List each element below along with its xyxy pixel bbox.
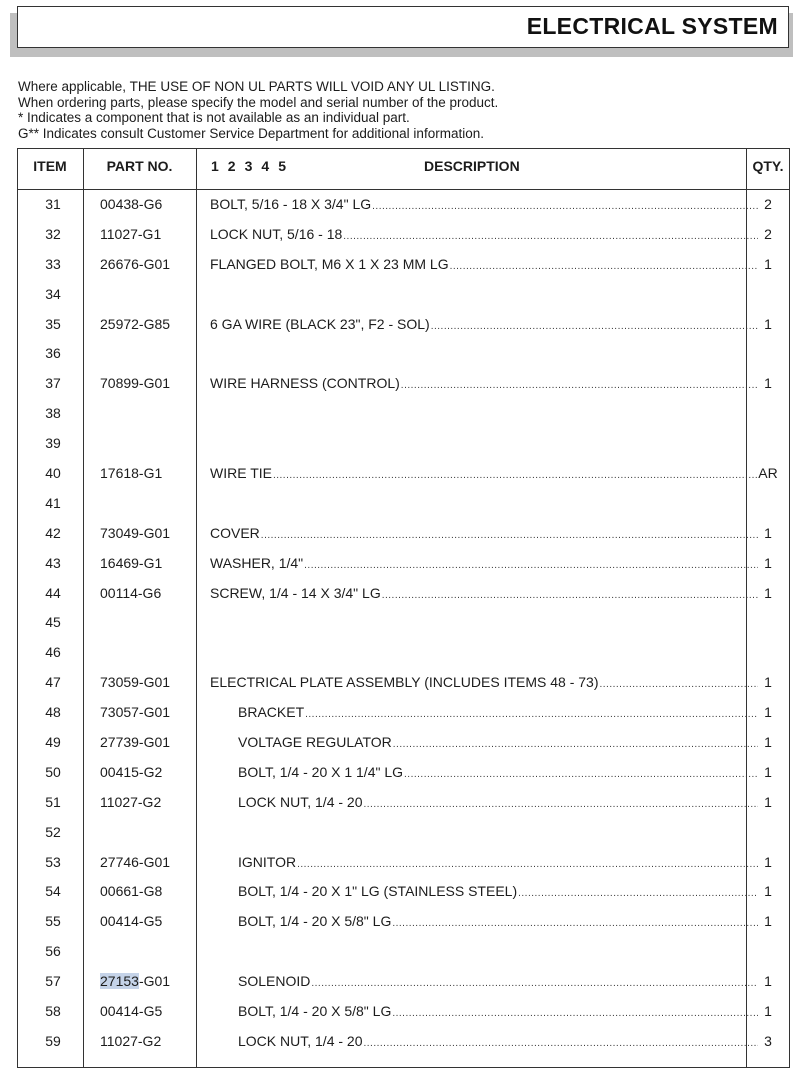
item-number: 35 <box>45 315 61 332</box>
description-text: WIRE TIE <box>210 465 272 482</box>
table-row <box>17 698 790 728</box>
table-row <box>17 668 790 698</box>
dot-leader <box>297 850 758 878</box>
part-description <box>210 250 758 280</box>
part-description <box>238 907 758 937</box>
part-number: 70899-G01 <box>100 375 171 392</box>
part-description <box>210 369 758 399</box>
table-row <box>17 788 790 818</box>
table-row <box>17 1027 790 1057</box>
dot-leader <box>401 371 758 399</box>
part-description <box>210 190 758 220</box>
description-text: ELECTRICAL PLATE ASSEMBLY (INCLUDES ITEMS 48 - 73) <box>210 674 599 691</box>
part-description <box>238 848 758 878</box>
part-description <box>210 220 758 250</box>
quantity: AR <box>758 465 778 482</box>
dot-leader <box>600 670 759 698</box>
table-row <box>17 937 790 967</box>
table-row <box>17 399 790 429</box>
description-text: LOCK NUT, 1/4 - 20 <box>238 1032 363 1049</box>
description-text: BOLT, 1/4 - 20 X 5/8" LG <box>238 1003 392 1020</box>
part-number: 73059-G01 <box>100 674 171 691</box>
dot-leader <box>392 999 758 1027</box>
item-number: 55 <box>45 913 61 930</box>
dot-leader <box>304 551 758 579</box>
table-row <box>17 608 790 638</box>
part-number: 73057-G01 <box>100 704 171 721</box>
part-description <box>238 728 758 758</box>
table-row <box>17 220 790 250</box>
part-description <box>238 788 758 818</box>
part-description <box>210 579 758 609</box>
table-row <box>17 429 790 459</box>
part-number: 11027-G2 <box>100 793 162 810</box>
table-row <box>17 848 790 878</box>
quantity: 1 <box>764 1003 772 1020</box>
part-description <box>238 1027 758 1057</box>
description-text: BOLT, 1/4 - 20 X 1 1/4" LG <box>238 763 404 780</box>
table-row <box>17 339 790 369</box>
part-number: 00414-G5 <box>100 913 163 930</box>
table-row <box>17 369 790 399</box>
item-number: 48 <box>45 704 61 721</box>
note-ul-listing: Where applicable, THE USE OF NON UL PARTS WILL VOID ANY UL LISTING. <box>18 79 495 94</box>
table-row <box>17 638 790 668</box>
column-header-description: DESCRIPTION <box>424 158 520 174</box>
part-number: 00438-G6 <box>100 196 163 212</box>
description-text: WASHER, 1/4" <box>210 554 304 571</box>
description-text: LOCK NUT, 5/16 - 18 <box>210 225 343 242</box>
quantity: 1 <box>764 255 772 272</box>
quantity: 1 <box>764 674 772 691</box>
table-row <box>17 907 790 937</box>
dot-leader <box>305 700 758 728</box>
description-text: BOLT, 1/4 - 20 X 1" LG (STAINLESS STEEL) <box>238 883 518 900</box>
item-number: 56 <box>45 943 61 960</box>
description-text: VOLTAGE REGULATOR <box>238 734 392 751</box>
notes <box>18 79 778 141</box>
quantity: 1 <box>764 375 772 392</box>
table-row <box>17 280 790 310</box>
dot-leader <box>364 790 759 818</box>
dot-leader <box>273 461 758 489</box>
description-text: BOLT, 5/16 - 18 X 3/4" LG <box>210 196 372 212</box>
item-number: 40 <box>45 465 61 482</box>
dot-leader <box>393 730 758 758</box>
item-number: 38 <box>45 405 61 422</box>
part-number: 25972-G85 <box>100 315 171 332</box>
dot-leader <box>343 222 758 250</box>
level-5: 5 <box>278 158 286 174</box>
item-number: 39 <box>45 435 61 452</box>
dot-leader <box>261 521 758 549</box>
item-number: 58 <box>45 1003 61 1020</box>
table-row <box>17 459 790 489</box>
table-row <box>17 250 790 280</box>
item-number: 53 <box>45 853 61 870</box>
part-number: 00114-G6 <box>100 584 162 601</box>
table-row <box>17 579 790 609</box>
dot-leader <box>364 1029 759 1057</box>
column-header-part-no: PART NO. <box>106 158 173 174</box>
item-number: 34 <box>45 285 61 302</box>
table-row <box>17 310 790 340</box>
table-row <box>17 967 790 997</box>
quantity: 1 <box>764 913 772 930</box>
part-number-suffix: -G01 <box>138 973 171 990</box>
part-description <box>238 997 758 1027</box>
quantity: 1 <box>764 554 772 571</box>
note-g-double-asterisk: G** Indicates consult Customer Service Department for additional information. <box>18 125 484 141</box>
dot-leader <box>311 969 758 997</box>
item-number: 31 <box>45 196 61 212</box>
quantity: 1 <box>764 853 772 870</box>
item-number: 44 <box>45 584 61 601</box>
table-row <box>17 549 790 579</box>
quantity: 2 <box>764 225 772 242</box>
quantity: 2 <box>764 196 772 212</box>
part-number: 16469-G1 <box>100 554 163 571</box>
part-number: 11027-G2 <box>100 1032 162 1049</box>
quantity: 3 <box>764 1032 772 1049</box>
part-description <box>238 877 758 907</box>
item-number: 33 <box>45 255 61 272</box>
header-box <box>17 6 789 48</box>
item-number: 57 <box>45 973 61 990</box>
quantity: 1 <box>764 763 772 780</box>
description-text: BRACKET <box>238 704 305 721</box>
item-number: 54 <box>45 883 61 900</box>
level-1: 1 <box>211 158 219 174</box>
part-description <box>238 967 758 997</box>
item-number: 47 <box>45 674 61 691</box>
part-number-highlight: 27153 <box>100 973 139 990</box>
item-number: 52 <box>45 823 61 840</box>
description-text: WIRE HARNESS (CONTROL) <box>210 375 400 392</box>
quantity: 1 <box>764 584 772 601</box>
item-number: 43 <box>45 554 61 571</box>
column-header-item: ITEM <box>33 158 67 174</box>
quantity: 1 <box>764 883 772 900</box>
quantity: 1 <box>764 704 772 721</box>
column-header-levels <box>211 158 295 174</box>
description-text: 6 GA WIRE (BLACK 23", F2 - SOL) <box>210 315 430 332</box>
item-number: 45 <box>45 614 61 631</box>
dot-leader <box>392 909 758 937</box>
dot-leader <box>382 581 758 609</box>
description-text: LOCK NUT, 1/4 - 20 <box>238 793 363 810</box>
part-description <box>238 758 758 788</box>
description-text: SOLENOID <box>238 973 311 990</box>
description-text: COVER <box>210 524 260 541</box>
dot-leader <box>518 879 758 907</box>
part-number <box>100 967 196 997</box>
table-row <box>17 519 790 549</box>
item-number: 41 <box>45 494 61 511</box>
part-number: 26676-G01 <box>100 255 171 272</box>
dot-leader <box>404 760 758 788</box>
quantity: 1 <box>764 793 772 810</box>
level-4: 4 <box>261 158 270 174</box>
dot-leader <box>372 192 758 220</box>
description-text: FLANGED BOLT, M6 X 1 X 23 MM LG <box>210 255 449 272</box>
table-row <box>17 818 790 848</box>
part-number: 73049-G01 <box>100 524 171 541</box>
item-number: 46 <box>45 644 61 661</box>
part-description <box>210 549 758 579</box>
item-number: 36 <box>45 345 61 362</box>
part-description <box>210 459 758 489</box>
quantity: 1 <box>764 973 772 990</box>
level-2: 2 <box>227 158 236 174</box>
note-asterisk: * Indicates a component that is not available as an individual part. <box>18 110 410 125</box>
table-row <box>17 997 790 1027</box>
table-row <box>17 489 790 519</box>
quantity: 1 <box>764 734 772 751</box>
dot-leader <box>450 252 758 280</box>
part-description <box>210 519 758 549</box>
part-number: 27739-G01 <box>100 734 171 751</box>
item-number: 49 <box>45 734 61 751</box>
column-header-qty: QTY. <box>752 158 784 174</box>
item-number: 51 <box>45 793 61 810</box>
part-number: 27746-G01 <box>100 853 171 870</box>
item-number: 32 <box>45 225 61 242</box>
part-description <box>238 698 758 728</box>
part-number: 00415-G2 <box>100 763 163 780</box>
part-number: 11027-G1 <box>100 225 162 242</box>
part-number: 00414-G5 <box>100 1003 163 1020</box>
part-description <box>210 668 758 698</box>
part-number: 17618-G1 <box>100 465 163 482</box>
description-text: IGNITOR <box>238 853 297 870</box>
item-number: 50 <box>45 763 61 780</box>
level-3: 3 <box>244 158 253 174</box>
quantity: 1 <box>764 315 772 332</box>
part-number: 00661-G8 <box>100 883 163 900</box>
table-row <box>17 758 790 788</box>
item-number: 59 <box>45 1032 61 1049</box>
description-text: SCREW, 1/4 - 14 X 3/4" LG <box>210 584 381 601</box>
note-ordering: When ordering parts, please specify the model and serial number of the product. <box>18 94 499 110</box>
part-description <box>210 310 758 340</box>
item-number: 37 <box>45 375 61 392</box>
quantity: 1 <box>764 524 772 541</box>
page-title: ELECTRICAL SYSTEM <box>526 13 778 39</box>
dot-leader <box>431 312 758 340</box>
item-number: 42 <box>45 524 61 541</box>
table-row <box>17 877 790 907</box>
table-row <box>17 728 790 758</box>
table-row <box>17 190 790 220</box>
description-text: BOLT, 1/4 - 20 X 5/8" LG <box>238 913 392 930</box>
table-body <box>17 190 790 1057</box>
